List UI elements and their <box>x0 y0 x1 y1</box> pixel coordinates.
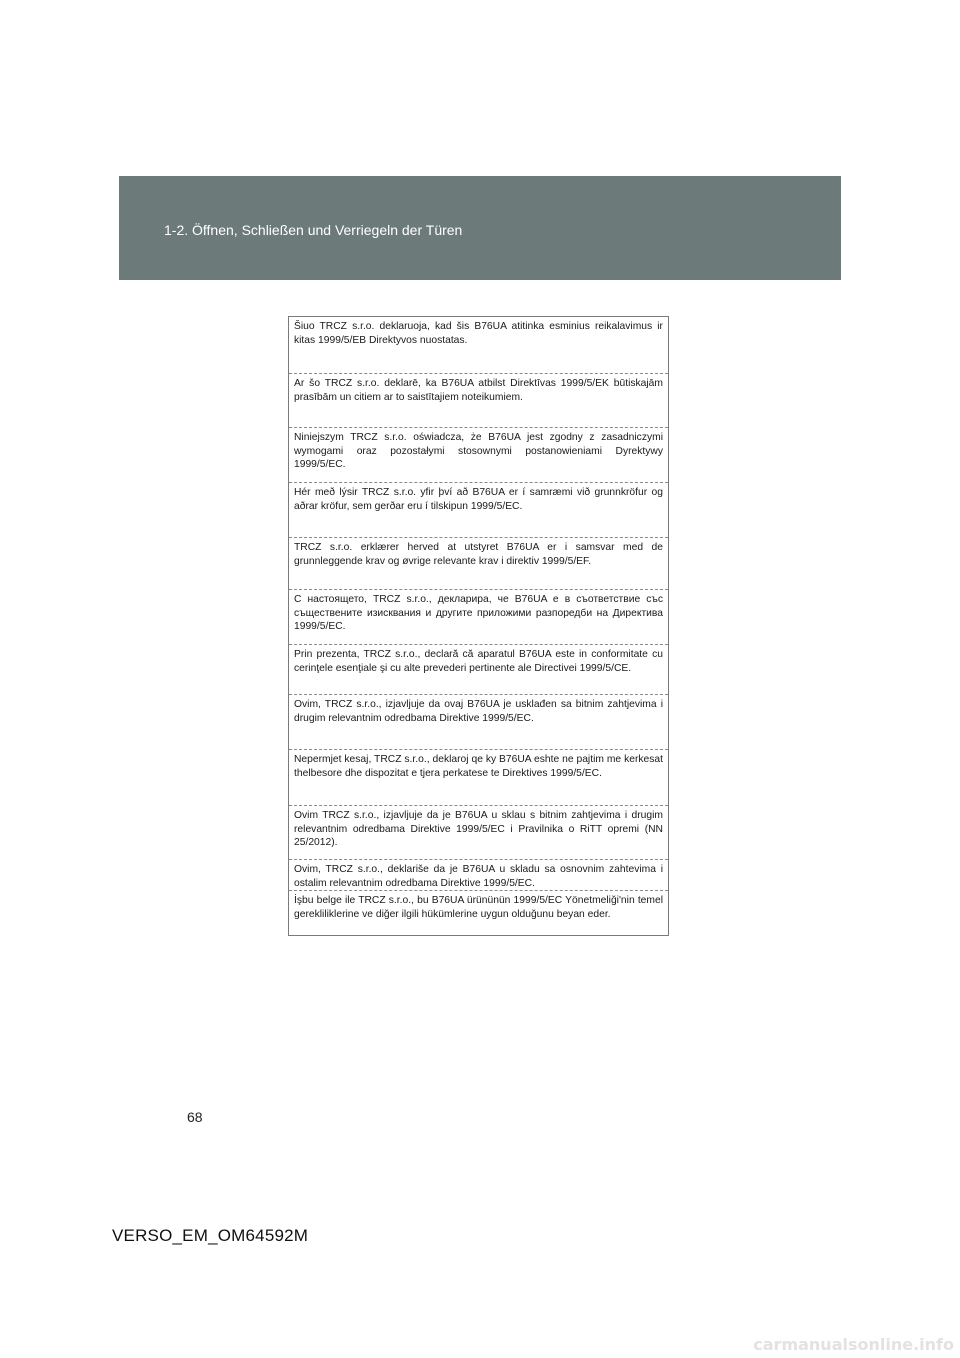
declaration-row-romanian: Prin prezenta, TRCZ s.r.o., declară că aparatul B76UA este in conformitate cu cerinţele esenţiale şi cu alte prevederi pertinente ale Directivei 1999/5/CE. <box>289 644 668 694</box>
page-number: 68 <box>187 1109 203 1125</box>
document-code: VERSO_EM_OM64592M <box>112 1226 309 1245</box>
section-title: 1-2. Öffnen, Schließen und Verriegeln der Türen <box>164 222 463 238</box>
declaration-row-lithuanian: Šiuo TRCZ s.r.o. deklaruoja, kad šis B76UA atitinka esminius reikalavimus ir kitas 1999/5/EB Direktyvos nuostatas. <box>294 321 663 346</box>
declaration-row-polish: Niniejszym TRCZ s.r.o. oświadcza, że B76UA jest zgodny z zasadniczymi wymogami oraz pozostałymi stosownymi postanowieniami Dyrektywy 1999/5/EC. <box>289 427 668 482</box>
section-header-band <box>119 176 841 280</box>
declaration-row-bosnian: Ovim, TRCZ s.r.o., izjavljuje da ovaj B76UA je usklađen sa bitnim zahtjevima i drugim relevantnim odredbama Direktive 1999/5/EC. <box>289 694 668 749</box>
declaration-row-icelandic: Hér með lýsir TRCZ s.r.o. yfir því að B76UA er í samræmi við grunnkröfur og aðrar kröfur, sem gerðar eru í tilskipun 1999/5/EC. <box>289 482 668 537</box>
site-watermark: carmanualsonline.info <box>753 1335 954 1354</box>
declaration-table <box>288 316 669 936</box>
declaration-row-latvian: Ar šo TRCZ s.r.o. deklarē, ka B76UA atbilst Direktīvas 1999/5/EK būtiskajām prasībām un citiem ar to saistītajiem noteikumiem. <box>289 373 668 427</box>
declaration-row-turkish: İşbu belge ile TRCZ s.r.o., bu B76UA ürününün 1999/5/EC Yönetmeliği'nin temel gerekliliklerine ve diğer ilgili hükümlerine uygun olduğunu beyan eder. <box>289 890 668 935</box>
declaration-row-bulgarian: С настоящето, TRCZ s.r.o., декларира, че B76UA е в съответствие със съществените изисквания и другите приложими разпоредби на Директива 1999/5/ЕС. <box>289 589 668 644</box>
declaration-row-croatian: Ovim TRCZ s.r.o., izjavljuje da je B76UA u sklau s bitnim zahtjevima i drugim relevantnim odredbama Direktive 1999/5/EC i Pravilnika o RiTT opremi (NN 25/2012). <box>289 805 668 859</box>
declaration-row-serbian: Ovim, TRCZ s.r.o., deklariše da je B76UA u skladu sa osnovnim zahtevima i ostalim relevantnim odredbama Direktive 1999/5/EC. <box>289 859 668 890</box>
declaration-row-norwegian: TRCZ s.r.o. erklærer herved at utstyret B76UA er i samsvar med de grunnleggende krav og øvrige relevante krav i direktiv 1999/5/EF. <box>289 537 668 589</box>
declaration-row-albanian: Nepermjet kesaj, TRCZ s.r.o., deklaroj qe ky B76UA eshte ne pajtim me kerkesat thelbesore dhe dispozitat e tjera perkatese te Direktives 1999/5/EC. <box>289 749 668 805</box>
